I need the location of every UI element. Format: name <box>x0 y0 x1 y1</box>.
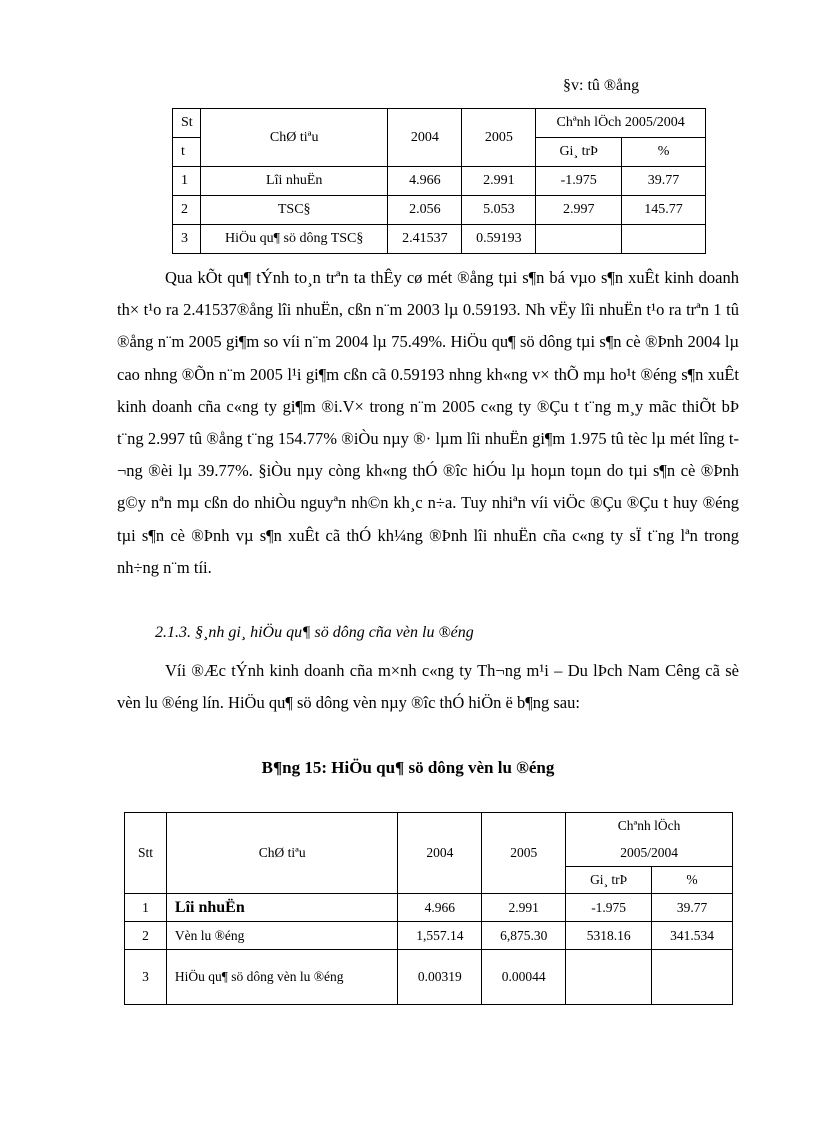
row-name: Vèn lu ®éng <box>166 922 397 950</box>
row-stt: 1 <box>125 894 167 922</box>
row-stt: 1 <box>173 167 201 196</box>
row-value <box>536 225 622 254</box>
header-indicator: ChØ tiªu <box>200 109 388 167</box>
header-value: Gi¸ trÞ <box>536 138 622 167</box>
table-row <box>125 950 733 1005</box>
header-change-b: 2005/2004 <box>566 840 733 867</box>
header-2005: 2005 <box>482 813 566 894</box>
header-stt: Stt <box>125 813 167 894</box>
row-2005: 5.053 <box>462 196 536 225</box>
row-percent <box>652 950 733 1005</box>
row-2004: 1,557.14 <box>398 922 482 950</box>
row-value: -1.975 <box>536 167 622 196</box>
row-stt: 3 <box>173 225 201 254</box>
header-2004: 2004 <box>388 109 462 167</box>
fixed-asset-efficiency-table <box>172 108 706 254</box>
row-2005: 6,875.30 <box>482 922 566 950</box>
header-2005: 2005 <box>462 109 536 167</box>
row-percent: 145.77 <box>622 196 706 225</box>
row-value <box>566 950 652 1005</box>
analysis-paragraph <box>117 262 739 584</box>
row-2004: 2.41537 <box>388 225 462 254</box>
header-indicator: ChØ tiªu <box>166 813 397 894</box>
row-stt: 2 <box>125 922 167 950</box>
table-row <box>173 225 706 254</box>
row-name: HiÖu qu¶ sö dông TSC§ <box>200 225 388 254</box>
paragraph-text: Qua kÕt qu¶ tÝnh to¸n trªn ta thÊy cø mét ®ång tµi s¶n bá vµo s¶n xuÊt kinh doanh th× t¹o ra 2.41537®ång lîi nhuËn, cßn n¨m 2003 lµ 0.59193. Nh vËy lîi nhuËn t¹o ra trªn 1 tû ®ång n¨m 2005 gi¶m so víi n¨m 2004 lµ 75.49%. HiÖu qu¶ sö dông tµi s¶n cè ®Þnh 2004 lµ cao nhng ®Õn n¨m 2005 l¹i gi¶m cßn cã 0.59193 nhng kh«ng v× thÕ mµ ho¹t ®éng s¶n xuÊt kinh doanh cña c«ng ty gi¶m ®i.V× trong n¨m 2005 c«ng ty ®Çu t t¨ng m¸y mãc thiÕt bÞ t¨ng 2.997 tû ®ång t¨ng 154.77% ®iÒu nµy ®· lµm lîi nhuËn gi¶m 1.975 tû tèc lµ mét lîng t¬ng ®èi lµ 39.77%. §iÒu nµy còng kh«ng thÓ ®îc hiÓu lµ hoµn toµn do tµi s¶n cè ®Þnh g©y nªn mµ cßn do nhiÒu nguyªn nh©n kh¸c n÷a. Tuy nhiªn víi viÖc ®Çu ®Çu t huy ®éng tµi s¶n cè ®Þnh vµ s¶n xuÊt cã thÓ kh¼ng ®Þnh lîi nhuËn cña c«ng ty sÏ t¨ng lªn trong nh÷ng n¨m tíi. <box>117 268 739 577</box>
working-capital-efficiency-table <box>124 812 733 1005</box>
row-2004: 0.00319 <box>398 950 482 1005</box>
row-stt: 2 <box>173 196 201 225</box>
table-row <box>173 167 706 196</box>
row-name: HiÖu qu¶ sö dông vèn lu ®éng <box>166 950 397 1005</box>
unit-label: §v: tû ®ång <box>563 77 640 94</box>
header-2004: 2004 <box>398 813 482 894</box>
intro-paragraph <box>117 655 739 719</box>
row-stt: 3 <box>125 950 167 1005</box>
header-change: Chªnh lÖch 2005/2004 <box>536 109 706 138</box>
header-percent: % <box>622 138 706 167</box>
row-percent: 39.77 <box>652 894 733 922</box>
table-title: B¶ng 15: HiÖu qu¶ sö dông vèn lu ®éng <box>261 758 555 777</box>
row-2004: 2.056 <box>388 196 462 225</box>
table-row <box>125 894 733 922</box>
row-name: Lîi nhuËn <box>200 167 388 196</box>
row-percent: 39.77 <box>622 167 706 196</box>
header-change-a: Chªnh lÖch <box>566 813 733 840</box>
row-2004: 4.966 <box>398 894 482 922</box>
row-name: Lîi nhuËn <box>166 894 397 922</box>
header-value: Gi¸ trÞ <box>566 867 652 894</box>
row-2005: 0.00044 <box>482 950 566 1005</box>
section-heading: 2.1.3. §¸nh gi¸ hiÖu qu¶ sö dông cña vèn lu ®éng <box>155 624 474 641</box>
row-percent: 341.534 <box>652 922 733 950</box>
row-value: 2.997 <box>536 196 622 225</box>
row-name: TSC§ <box>200 196 388 225</box>
table-row <box>173 196 706 225</box>
header-stt-b: t <box>173 138 201 167</box>
row-2004: 4.966 <box>388 167 462 196</box>
header-stt-a: St <box>173 109 201 138</box>
paragraph-text: Víi ®Æc tÝnh kinh doanh cña m×nh c«ng ty Th¬ng m¹i – Du lÞch Nam Cêng cã sè vèn lu ®éng lín. HiÖu qu¶ sö dông vèn nµy ®îc thÓ hiÖn ë b¶ng sau: <box>117 661 739 713</box>
row-2005: 2.991 <box>462 167 536 196</box>
table-row <box>125 922 733 950</box>
row-2005: 2.991 <box>482 894 566 922</box>
row-value: -1.975 <box>566 894 652 922</box>
row-percent <box>622 225 706 254</box>
row-value: 5318.16 <box>566 922 652 950</box>
row-2005: 0.59193 <box>462 225 536 254</box>
header-percent: % <box>652 867 733 894</box>
